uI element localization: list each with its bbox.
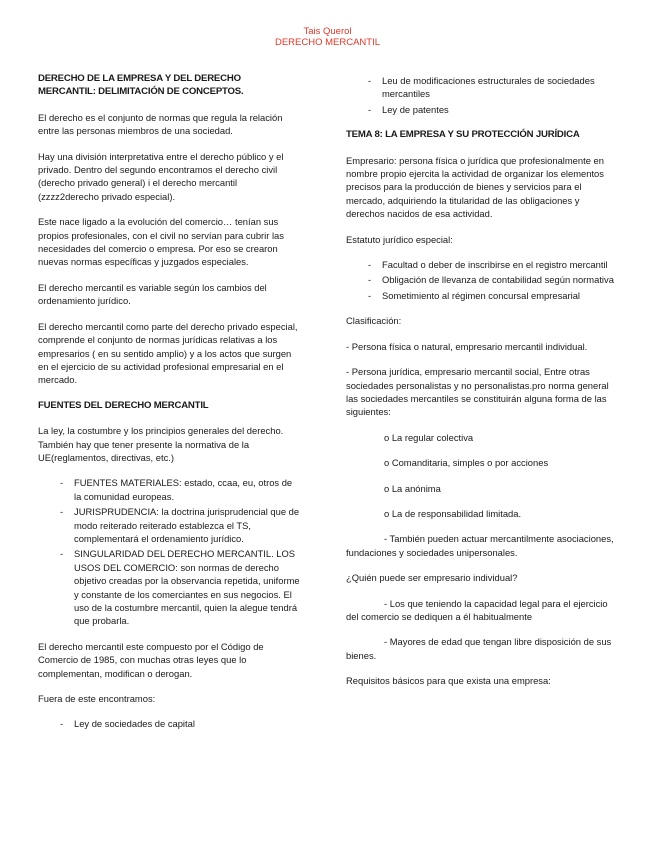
paragraph: Empresario: persona física o jurídica que profesionalmente en nombre propio ejercita la actividad de organizar los elementos precisos para la producción de bienes y servicios para el mercado, adquiriendo la titularidad de las obligaciones y derechos nacidos de esa actividad. bbox=[346, 154, 604, 220]
list-item bbox=[346, 289, 618, 302]
list-item-text: Ley de sociedades de capital bbox=[74, 718, 195, 730]
dash-bullet: - bbox=[368, 75, 372, 86]
laws-list-continued bbox=[346, 74, 618, 116]
form-item: o Comanditaria, simples o por acciones bbox=[384, 457, 549, 469]
list-item-text: SINGULARIDAD DEL DERECHO MERCANTIL. LOS USOS DEL COMERCIO: son normas de derecho objetivo creadas por la observancia repetida, uniforme y constante de los comerciantes en sus negocios. El uso de la costumbre mercantil, quien la alegue tendrá que probarla. bbox=[74, 548, 300, 627]
page-header bbox=[0, 26, 655, 48]
dash-bullet: - bbox=[368, 259, 372, 271]
section-heading-delimitation: DERECHO DE LA EMPRESA Y DEL DERECHO MERCANTIL: DELIMITACIÓN DE CONCEPTOS. bbox=[38, 73, 244, 98]
list-item-text: JURISPRUDENCIA: la doctrina jurisprudencial que de modo reiterado reiterado establezca el TS, complementará el ordenamiento jurídico. bbox=[74, 506, 300, 544]
form-item: o La anónima bbox=[384, 482, 441, 494]
paragraph: El derecho es el conjunto de normas que regula la relación entre las personas miembros de una sociedad. bbox=[38, 111, 283, 137]
list-item bbox=[346, 103, 618, 116]
dash-bullet: - bbox=[368, 103, 372, 115]
paragraph: Requisitos básicos para que exista una empresa: bbox=[346, 675, 551, 687]
header-subject: DERECHO MERCANTIL bbox=[274, 37, 381, 48]
list-item bbox=[38, 717, 300, 730]
sources-list bbox=[38, 476, 300, 627]
form-item: o La de responsabilidad limitada. bbox=[384, 507, 522, 519]
statute-list bbox=[346, 258, 618, 302]
paragraph: ¿Quién puede ser empresario individual? bbox=[346, 572, 518, 584]
list-item-text: Ley de patentes bbox=[382, 103, 449, 115]
dash-bullet: - bbox=[60, 506, 64, 518]
list-item bbox=[38, 505, 300, 545]
section-heading-sources: FUENTES DEL DERECHO MERCANTIL bbox=[38, 399, 209, 411]
list-item-text: FUENTES MATERIALES: estado, ccaa, eu, otros de la comunidad europeas. bbox=[74, 477, 293, 502]
list-item bbox=[346, 74, 618, 101]
list-item-text: Facultad o deber de inscribirse en el registro mercantil bbox=[382, 259, 608, 271]
paragraph: El derecho mercantil como parte del derecho privado especial, comprende el conjunto de normas jurídicas relativas a los empresarios ( en su sentido amplio) y a los actos que surgen en el ejercicio de su actividad profesional empresarial en el mercado. bbox=[38, 320, 298, 386]
list-item bbox=[346, 258, 618, 271]
dash-bullet: - bbox=[368, 274, 372, 286]
paragraph: Fuera de este encontramos: bbox=[38, 693, 156, 705]
dash-bullet: - bbox=[60, 718, 64, 730]
list-item-text: Obligación de llevanza de contabilidad según normativa bbox=[382, 274, 614, 286]
paragraph: - Persona jurídica, empresario mercantil social, Entre otras sociedades personalistas y no personalistas.pro norma general las sociedades mercantiles se constituirán alguna forma de las siguientes: bbox=[346, 366, 609, 418]
left-column bbox=[38, 72, 300, 743]
paragraph: - Los que teniendo la capacidad legal para el ejercicio del comercio se dediquen a él habitualmente bbox=[346, 597, 608, 622]
paragraph: Este nace ligado a la evolución del comercio… tenían sus propios profesionales, con el civil no servían para cubrir las necesidades del comercio o empresa. Por eso se crearon nuevas normas específicas y juzgados especiales. bbox=[38, 216, 284, 268]
list-item-text: Leu de modificaciones estructurales de sociedades mercantiles bbox=[382, 75, 595, 100]
paragraph: - Mayores de edad que tengan libre disposición de sus bienes. bbox=[346, 636, 612, 661]
form-item: o La regular colectiva bbox=[384, 431, 474, 443]
list-item-text: Sometimiento al régimen concursal empresarial bbox=[382, 289, 581, 301]
header-author: Tais Querol bbox=[303, 26, 352, 37]
list-item bbox=[38, 547, 300, 627]
dash-bullet: - bbox=[60, 477, 64, 489]
paragraph: - Persona física o natural, empresario mercantil individual. bbox=[346, 340, 588, 352]
paragraph: Estatuto jurídico especial: bbox=[346, 233, 453, 245]
right-column bbox=[346, 72, 618, 700]
dash-bullet: - bbox=[368, 289, 372, 301]
paragraph: Clasificación: bbox=[346, 315, 402, 327]
laws-list bbox=[38, 717, 300, 730]
paragraph: La ley, la costumbre y los principios generales del derecho. También hay que tener presente la normativa de la UE(reglamentos, directivas, etc.) bbox=[38, 425, 284, 463]
list-item bbox=[346, 273, 618, 286]
paragraph: - También pueden actuar mercantilmente asociaciones, fundaciones y sociedades unipersonales. bbox=[346, 533, 614, 558]
section-heading-tema8: TEMA 8: LA EMPRESA Y SU PROTECCIÓN JURÍDICA bbox=[346, 129, 580, 141]
paragraph: El derecho mercantil este compuesto por el Código de Comercio de 1985, con muchas otras leyes que lo complementan, modifican o derogan. bbox=[38, 640, 264, 679]
paragraph: El derecho mercantil es variable según los cambios del ordenamiento jurídico. bbox=[38, 281, 267, 307]
list-item bbox=[38, 476, 300, 503]
dash-bullet: - bbox=[60, 548, 64, 560]
paragraph: Hay una división interpretativa entre el derecho público y el privado. Dentro del segundo encontramos el derecho civil (derecho privado general) i el derecho mercantil (zzzz2derecho privado especial). bbox=[38, 150, 284, 202]
